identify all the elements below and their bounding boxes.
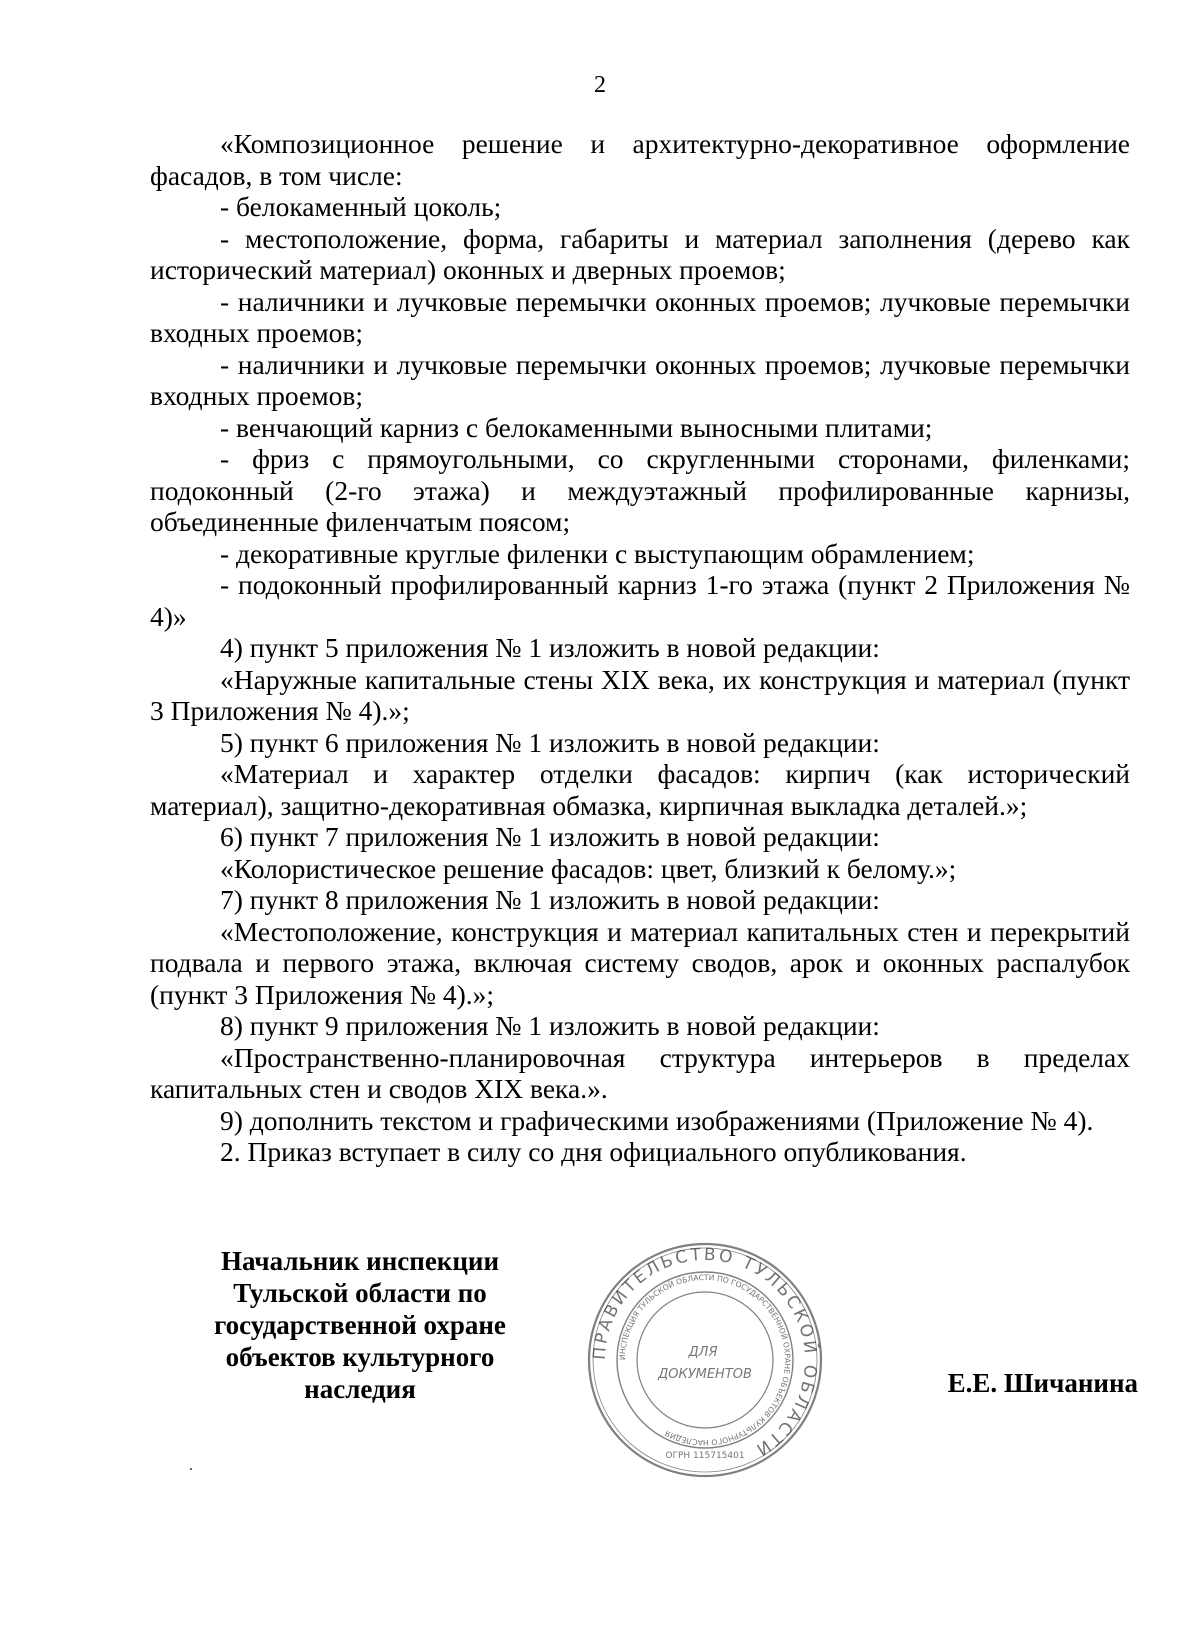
list-item: - местоположение, форма, габариты и материал заполнения (дерево как исторический материал) оконных и дверных проемов; <box>150 222 1130 285</box>
document-body <box>150 128 1130 1168</box>
amendment-item: 7) пункт 8 приложения № 1 изложить в новой редакции: <box>220 884 880 915</box>
list-item: - наличники и лучковые перемычки оконных проемов; лучковые перемычки входных проемов; <box>150 285 1130 348</box>
signatory-title-line: наследия <box>304 1374 416 1404</box>
official-stamp <box>585 1240 825 1480</box>
scan-speck <box>190 1468 192 1470</box>
page-number: 2 <box>594 72 606 98</box>
stamp-inner-text: ИНСПЕКЦИЯ ТУЛЬСКОЙ ОБЛАСТИ ПО ГОСУДАРСТВЕННОЙ ОХРАНЕ ОБЪЕКТОВ КУЛЬТУРНОГО НАСЛЕДИЯ <box>617 1272 793 1448</box>
amendment-item: 6) пункт 7 приложения № 1 изложить в новой редакции: <box>220 821 880 852</box>
paragraph: «Композиционное решение и архитектурно-декоративное оформление фасадов, в том числе: <box>150 128 1130 191</box>
list-item: - белокаменный цоколь; <box>220 191 502 222</box>
signatory-title-line: Тульской области по <box>233 1278 487 1308</box>
amendment-text: «Наружные капитальные стены XIX века, их конструкция и материал (пункт 3 Приложения № 4).»; <box>150 663 1130 726</box>
list-item: - фриз с прямоугольными, со скругленными сторонами, филенками; подоконный (2-го этажа) и междуэтажный профилированные карнизы, объединенные филенчатым поясом; <box>150 443 1130 537</box>
list-item: - подоконный профилированный карниз 1-го этажа (пункт 2 Приложения № 4)» <box>150 569 1130 632</box>
amendment-text: «Местоположение, конструкция и материал капитальных стен и перекрытий подвала и первого этажа, включая систему сводов, арок и оконных распалубок (пункт 3 Приложения № 4).»; <box>150 915 1130 1010</box>
signatory-title-line: государственной охране <box>214 1310 506 1340</box>
amendment-item: 8) пункт 9 приложения № 1 изложить в новой редакции: <box>220 1010 880 1041</box>
amendment-text: «Материал и характер отделки фасадов: кирпич (как исторический материал), защитно-декоративная обмазка, кирпичная выкладка деталей.»; <box>150 758 1130 821</box>
amendment-text: «Пространственно-планировочная структура интерьеров в пределах капитальных стен и сводов XIX века.». <box>150 1041 1130 1104</box>
effective-clause: 2. Приказ вступает в силу со дня официального опубликования. <box>220 1136 967 1167</box>
list-item: - венчающий карниз с белокаменными выносными плитами; <box>220 411 933 443</box>
signatory-title <box>180 1245 540 1405</box>
stamp-outer-text: ПРАВИТЕЛЬСТВО ТУЛЬСКОЙ ОБЛАСТИ <box>589 1244 821 1461</box>
stamp-center-line1: ДЛЯ <box>688 1345 718 1360</box>
amendment-item: 4) пункт 5 приложения № 1 изложить в новой редакции: <box>220 632 880 663</box>
signatory-title-line: Начальник инспекции <box>220 1246 500 1276</box>
stamp-center-line2: ДОКУМЕНТОВ <box>658 1367 752 1382</box>
amendment-item: 5) пункт 6 приложения № 1 изложить в новой редакции: <box>220 726 880 758</box>
list-item: - наличники и лучковые перемычки оконных проемов; лучковые перемычки входных проемов; <box>150 348 1130 411</box>
list-item: - декоративные круглые филенки с выступающим обрамлением; <box>220 537 975 569</box>
stamp-ogrn: ОГРН 115715401 <box>665 1451 745 1461</box>
amendment-item: 9) дополнить текстом и графическими изображениями (Приложение № 4). <box>220 1104 1094 1136</box>
signatory-name: Е.Е. Шичанина <box>947 1368 1138 1398</box>
signatory-title-line: объектов культурного <box>225 1342 495 1372</box>
amendment-text: «Колористическое решение фасадов: цвет, близкий к белому.»; <box>220 852 957 884</box>
